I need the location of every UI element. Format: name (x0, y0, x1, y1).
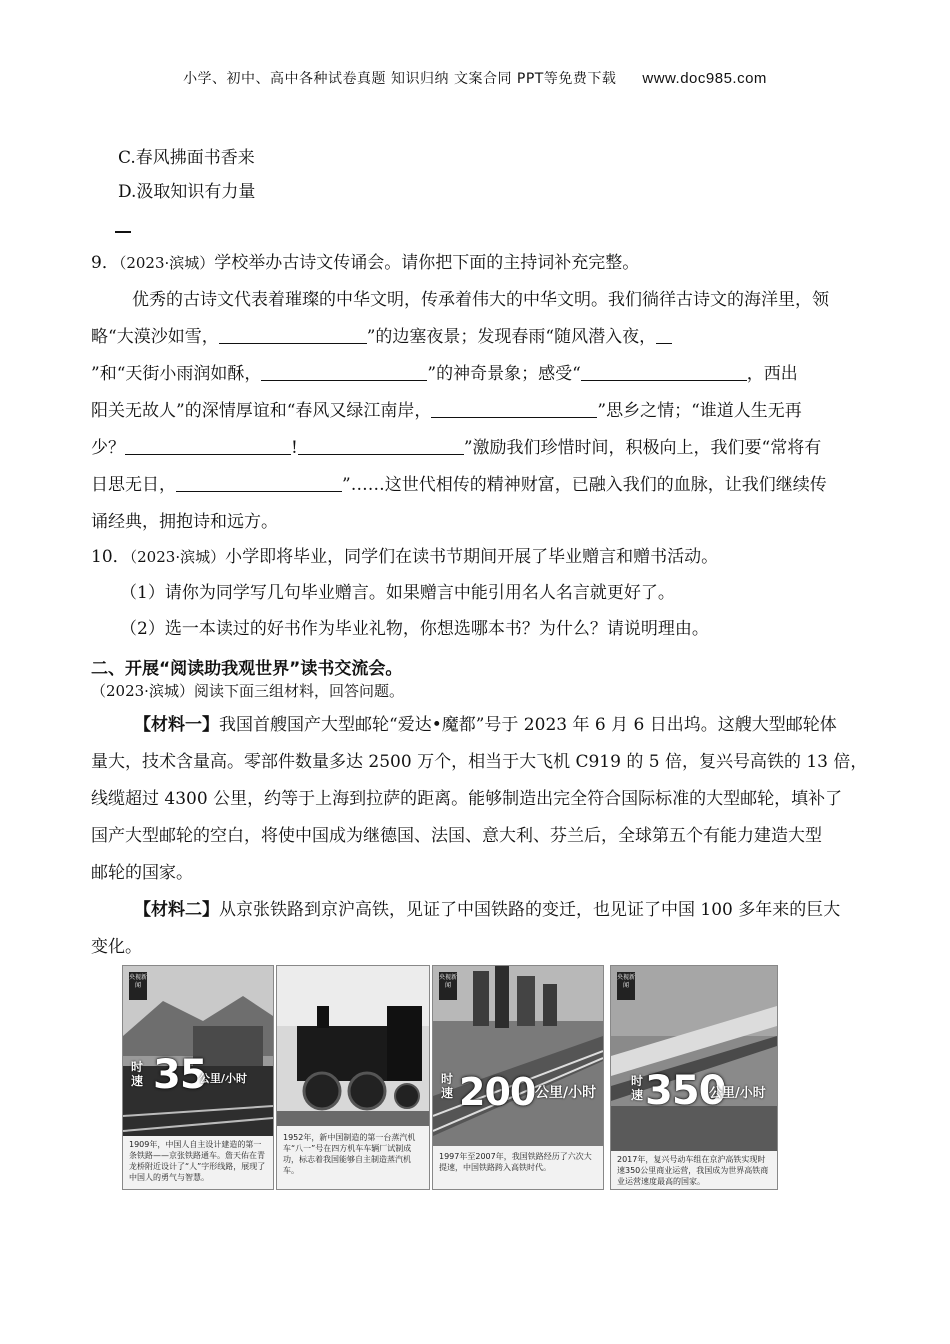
speed-unit: 公里/小时 (709, 1086, 766, 1101)
option-d: D.汲取知识有力量 (118, 182, 256, 202)
photo-1952-image (277, 966, 429, 1126)
material-2-line-2: 变化。 (91, 937, 142, 957)
q9-source: （2023·滨城） (118, 254, 215, 272)
railway-photo-2017 (610, 965, 778, 1190)
photo-caption: 1997年至2007年，我国铁路经历了六次大提速，中国铁路跨入高铁时代。 (439, 1152, 592, 1172)
option-c: C.春风拂面书香来 (118, 148, 255, 168)
cctv-news-stamp: 央视新闻 (617, 972, 635, 1000)
speed-prefix: 时速 (131, 1060, 144, 1088)
blank-5[interactable] (431, 401, 597, 418)
q9-l3c: ，西出 (746, 364, 798, 384)
header-url[interactable]: www.doc985.com (642, 70, 767, 87)
railway-photo-1909 (122, 965, 274, 1190)
q9-l5c: ”激励我们珍惜时间，积极向上，我们要“常将有 (463, 438, 822, 458)
material-1-line-4: 国产大型邮轮的空白，将使中国成为继德国、法国、意大利、芬兰后，全球第五个有能力建造大型 (91, 826, 822, 846)
q9-line-4 (91, 400, 802, 422)
blank-4[interactable] (581, 364, 747, 381)
blank-6[interactable] (125, 438, 291, 455)
speed-unit: 公里/小时 (535, 1085, 597, 1101)
photo-caption: 1909年，中国人自主设计建造的第一条铁路——京张铁路通车。詹天佑在青龙桥附近设计了“人”字形线路，展现了中国人的勇气与智慧。 (129, 1140, 266, 1182)
railway-photo-1997 (432, 965, 604, 1190)
q9-l2b: ”的边塞夜景；发现春雨“随风潜入夜， (366, 327, 657, 347)
q10-prompt: 小学即将毕业，同学们在读书节期间开展了毕业赠言和赠书活动。 (225, 547, 719, 567)
q9-line-2 (91, 326, 672, 348)
q9-l6b: ”……这世代相传的精神财富，已融入我们的血脉，让我们继续传 (342, 475, 827, 495)
blank-8[interactable] (176, 475, 342, 492)
railway-photo-1952 (276, 965, 430, 1190)
blank-1[interactable] (219, 327, 367, 344)
material-1-line-2: 量大，技术含量高。零部件数量多达 2500 万个，相当于大飞机 C919 的 5 倍，复兴号高铁的 13 倍， (91, 752, 868, 772)
q10-sub-2: （2）选一本读过的好书作为毕业礼物，你想选哪本书？为什么？请说明理由。 (120, 619, 709, 639)
material-1-label: 【材料一】 (134, 715, 219, 735)
section-2-intro (91, 680, 404, 702)
q9-line-7: 诵经典，拥抱诗和远方。 (91, 512, 278, 532)
q10-heading (91, 546, 718, 568)
q10-number: 10． (91, 547, 130, 567)
page-header (0, 68, 950, 88)
cctv-news-stamp: 央视新闻 (129, 972, 147, 1000)
q9-l2a: 略“大漠沙如雪， (91, 327, 219, 347)
speed-value: 350 (645, 1068, 726, 1114)
q9-l4b: ”思乡之情；“谁道人生无再 (597, 401, 802, 421)
q9-l5a: 少？ (91, 438, 125, 458)
photo-2017-image (611, 966, 777, 1151)
cctv-news-stamp: 央视新闻 (439, 972, 457, 1000)
q9-heading (91, 252, 639, 274)
speed-prefix: 时速 (441, 1072, 454, 1100)
section-2-source: （2023·滨城） (91, 682, 194, 700)
speed-value: 200 (459, 1070, 536, 1114)
q10-sub-1: （1）请你为同学写几句毕业赠言。如果赠言中能引用名人名言就更好了。 (120, 583, 675, 603)
blank-2[interactable] (656, 327, 672, 344)
material-1-l1: 我国首艘国产大型邮轮“爱达•魔都”号于 2023 年 6 月 6 日出坞。这艘大型邮轮体 (219, 715, 837, 735)
q9-line-6 (91, 474, 827, 496)
photo-1997-image (433, 966, 603, 1146)
q9-l5b: ! (291, 438, 298, 458)
speed-prefix: 时速 (631, 1074, 644, 1102)
section-2-prompt: 阅读下面三组材料，回答问题。 (193, 682, 404, 700)
blank-3[interactable] (261, 364, 427, 381)
material-1-line-5: 邮轮的国家。 (91, 863, 193, 883)
material-2-label: 【材料二】 (134, 900, 219, 920)
section-2-title: 二、开展“阅读助我观世界”读书交流会。 (91, 659, 403, 679)
material-1-line-3: 线缆超过 4300 公里，约等于上海到拉萨的距离。能够制造出完全符合国际标准的大型邮轮，填补了 (91, 789, 843, 809)
header-text: 小学、初中、高中各种试卷真题 知识归纳 文案合同 PPT等免费下载 (183, 71, 617, 87)
q9-number: 9． (91, 253, 119, 273)
q9-l4a: 阳关无故人”的深情厚谊和“春风又绿江南岸， (91, 401, 432, 421)
q10-source: （2023·滨城） (129, 548, 226, 566)
q9-l3b: ”的神奇景象；感受“ (427, 364, 581, 384)
material-2-line-1 (134, 899, 840, 921)
photo-caption: 2017年，复兴号动车组在京沪高铁实现时速350公里商业运营，我国成为世界高铁商业运营速度最高的国家。 (617, 1155, 769, 1186)
q9-prompt: 学校举办古诗文传诵会。请你把下面的主持词补充完整。 (214, 253, 640, 273)
speed-value: 35 (153, 1052, 207, 1098)
q9-line-3 (91, 363, 798, 385)
q9-line-1: 优秀的古诗文代表着璀璨的中华文明，传承着伟大的中华文明。我们徜徉古诗文的海洋里，领 (132, 290, 829, 310)
material-1-line-1 (134, 714, 837, 736)
photo-caption: 1952年，新中国制造的第一台蒸汽机车“八一”号在四方机车车辆厂试制成功，标志着我国能够自主制造蒸汽机车。 (283, 1133, 416, 1175)
answer-dash (115, 231, 131, 233)
q9-line-5 (91, 437, 821, 459)
material-2-l1: 从京张铁路到京沪高铁，见证了中国铁路的变迁，也见证了中国 100 多年来的巨大 (219, 900, 841, 920)
speed-unit: 公里/小时 (199, 1072, 248, 1085)
q9-l6a: 日思无日， (91, 475, 176, 495)
blank-7[interactable] (298, 438, 464, 455)
q9-l3a: ”和“天街小雨润如酥， (91, 364, 262, 384)
